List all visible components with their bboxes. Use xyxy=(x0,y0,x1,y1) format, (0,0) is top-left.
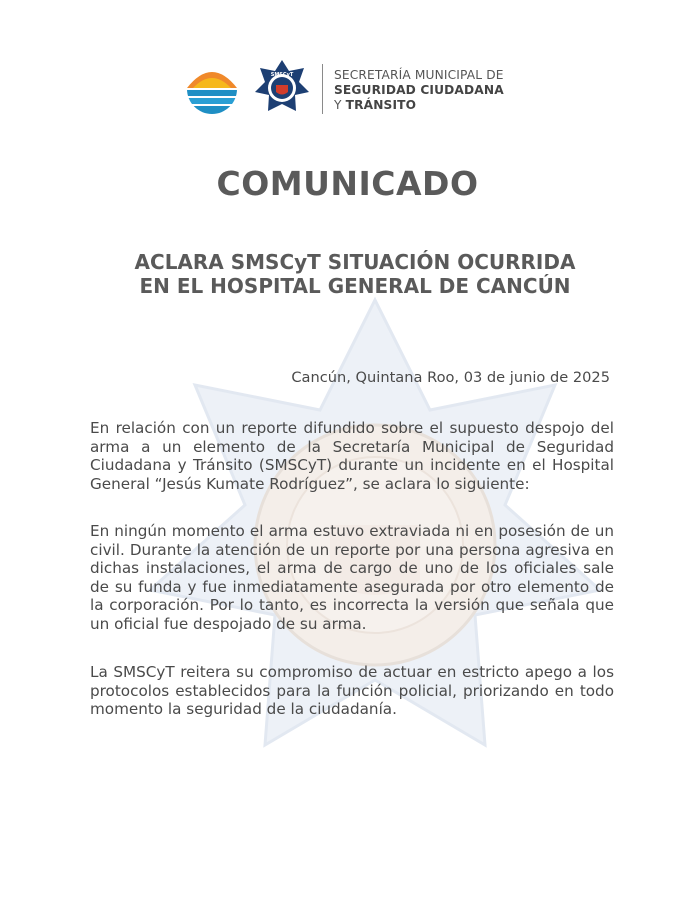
dept-line-1: SECRETARÍA MUNICIPAL DE xyxy=(334,68,504,82)
dept-line-3 xyxy=(334,98,504,113)
subtitle xyxy=(100,250,610,298)
dept-line-2: SEGURIDAD CIUDADANA xyxy=(334,83,504,97)
page-title: COMUNICADO xyxy=(216,164,479,203)
paragraph-text: En relación con un reporte difundido sobre el supuesto despojo del arma a un elemento de la Secretaría Municipal de Seguridad Ciudadana y Tránsito (SMSCyT) durante un incidente en el Hospital General “Jesús Kumate Rodríguez”, se aclara lo siguiente: xyxy=(90,419,614,493)
cancun-sun-logo xyxy=(185,62,239,116)
subtitle-line-1: ACLARA SMSCyT SITUACIÓN OCURRIDA xyxy=(134,250,576,274)
header xyxy=(0,58,695,120)
department-name xyxy=(334,68,504,113)
paragraph-text: La SMSCyT reitera su compromiso de actuar en estricto apego a los protocolos establecidos para la función policial, priorizando en todo momento la seguridad de la ciudadanía. xyxy=(90,663,614,719)
body-paragraph-1 xyxy=(90,419,614,493)
dateline: Cancún, Quintana Roo, 03 de junio de 2025 xyxy=(291,369,610,386)
police-badge-logo xyxy=(254,59,310,117)
dept-line-3-prefix: Y xyxy=(334,98,346,112)
subtitle-line-2: EN EL HOSPITAL GENERAL DE CANCÚN xyxy=(139,274,571,298)
badge-text: SMSCyT xyxy=(270,72,294,78)
body-paragraph-3 xyxy=(90,663,614,719)
paragraph-text: En ningún momento el arma estuvo extraviada ni en posesión de un civil. Durante la atención de un reporte por una persona agresiva en dichas instalaciones, el arma de cargo de uno de los oficiales sale de su funda y fue inmediatamente asegurada por otro elemento de la corporación. Por lo tanto, es incorrecta la versión que señala que un oficial fue despojado de su arma. xyxy=(90,522,614,633)
dept-line-3-bold: TRÁNSITO xyxy=(345,98,417,112)
header-divider xyxy=(322,64,323,114)
body-paragraph-2 xyxy=(90,522,614,634)
